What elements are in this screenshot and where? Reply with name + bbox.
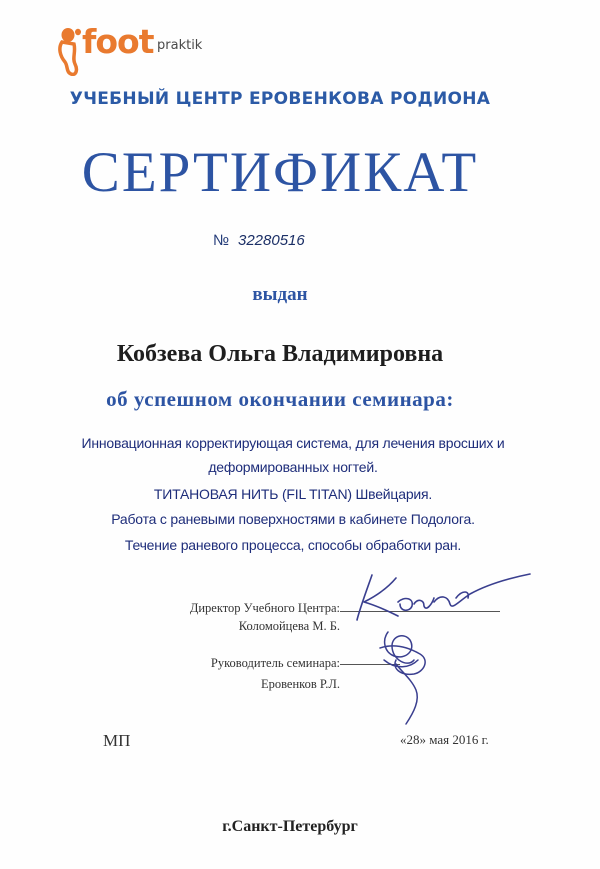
city: г.Санкт-Петербург [222,818,358,835]
seminar-leader-label: Руководитель семинара: [210,656,340,670]
certificate-title: СЕРТИФИКАТ [81,141,479,204]
recipient-name: Кобзева Ольга Владимировна [116,341,444,367]
organization-name: УЧЕБНЫЙ ЦЕНТР ЕРОВЕНКОВА РОДИОНА [69,89,491,109]
director-signature-line [340,611,500,612]
number-label: № [213,232,230,249]
director-name: Коломойцева М. Б. [238,619,340,633]
course-line: деформированных ногтей. [208,459,378,475]
director-label: Директор Учебного Центра: [189,601,340,615]
issue-date: «28» мая 2016 г. [400,732,489,747]
certificate-number: 32280516 [238,232,305,249]
footprint-icon [56,26,84,76]
logo-praktik-text: praktik [157,38,203,53]
director-signature-icon [357,574,530,620]
course-line: Инновационная корректирующая система, для лечения вросших и [81,435,505,451]
course-line: Течение раневого процесса, способы обработки ран. [124,537,462,553]
seminar-signature-icon [380,632,425,724]
issued-text: выдан [252,284,308,305]
logo-foot-text: foot [82,22,154,61]
course-line: Работа с раневыми поверхностями в кабинете Подолога. [111,511,475,527]
seminar-signature-line [340,664,400,665]
course-line: ТИТАНОВАЯ НИТЬ (FIL TITAN) Швейцария. [153,486,433,502]
seminar-leader-name: Еровенков Р.Л. [260,677,340,691]
completion-text: об успешном окончании семинара: [106,387,454,411]
stamp-placeholder: МП [103,731,131,750]
